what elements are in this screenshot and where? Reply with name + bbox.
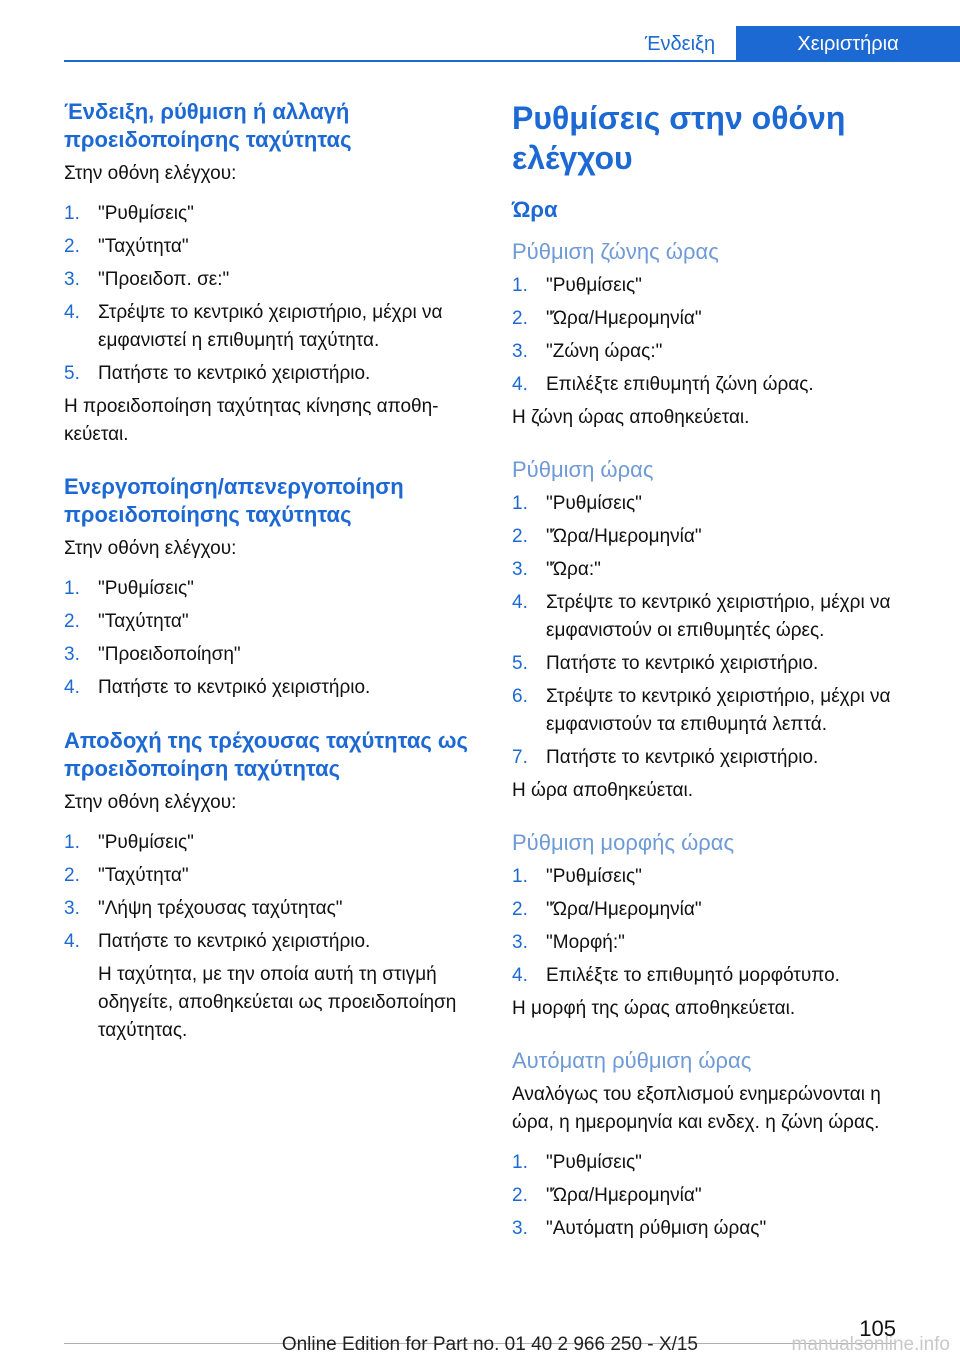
step-number: 3. <box>64 269 80 290</box>
list-item: 7. Πατήστε το κεντρικό χειριστήριο. <box>512 744 912 772</box>
note-text: Η ταχύτητα, με την οποία αυτή τη στιγμή οδηγείτε, αποθηκεύεται ως προειδοποίηση ταχύτητας. <box>98 964 457 1041</box>
intro-text: Στην οθόνη ελέγχου: <box>64 538 237 559</box>
step-number: 4. <box>512 374 528 395</box>
list-item: 4. Πατήστε το κεντρικό χειριστήριο. <box>64 674 484 702</box>
step-number: 1. <box>512 1152 528 1173</box>
step-number: 3. <box>512 559 528 580</box>
steps-list <box>64 829 484 956</box>
list-item: 2. "Ώρα/Ημερομηνία" <box>512 896 912 924</box>
section-title-accept-speed: Αποδοχή της τρέχουσας ταχύτητας ως προειδοποίηση ταχύτητας <box>64 728 468 781</box>
step-number: 4. <box>512 592 528 613</box>
step-number: 2. <box>512 899 528 920</box>
list-item: 4. Στρέψτε το κεντρικό χειριστήριο, μέχρι να εμφανιστεί η επιθυμητή ταχύτητα. <box>64 299 484 355</box>
list-item: 3. "Προειδοπ. σε:" <box>64 266 484 294</box>
page-number: 105 <box>859 1316 896 1341</box>
result-text: Η μορφή της ώρας αποθηκεύεται. <box>512 998 796 1019</box>
step-number: 1. <box>64 203 80 224</box>
step-number: 2. <box>64 236 80 257</box>
list-item: 5. Πατήστε το κεντρικό χειριστήριο. <box>512 650 912 678</box>
list-item: 2. "Ταχύτητα" <box>64 608 484 636</box>
subsection-title-auto-time: Αυτόματη ρύθμιση ώρας <box>512 1048 752 1073</box>
list-item: 3. "Αυτόματη ρύθμιση ώρας" <box>512 1215 912 1243</box>
tab-controls[interactable]: Χειριστήρια <box>736 26 960 62</box>
step-number: 4. <box>512 965 528 986</box>
list-item: 1. "Ρυθμίσεις" <box>512 1149 912 1177</box>
step-number: 2. <box>512 526 528 547</box>
steps-list <box>512 863 912 990</box>
step-number: 4. <box>64 931 80 952</box>
result-text: Η προειδοποίηση ταχύτητας κίνησης αποθη-κεύεται. <box>64 396 439 445</box>
header-rule <box>64 60 960 62</box>
step-number: 1. <box>64 832 80 853</box>
step-number: 5. <box>64 363 80 384</box>
page-title: Ρυθμίσεις στην οθόνη ελέγχου <box>512 100 846 176</box>
list-item: 4. Πατήστε το κεντρικό χειριστήριο. <box>64 928 484 956</box>
list-item: 3. "Ώρα:" <box>512 556 912 584</box>
step-number: 1. <box>512 275 528 296</box>
step-number: 2. <box>64 865 80 886</box>
subsection-title-time-format: Ρύθμιση μορφής ώρας <box>512 830 735 855</box>
list-item: 3. "Λήψη τρέχουσας ταχύτητας" <box>64 895 484 923</box>
result-text: Η ζώνη ώρας αποθηκεύεται. <box>512 407 750 428</box>
step-number: 6. <box>512 686 528 707</box>
list-item: 2. "Ώρα/Ημερομηνία" <box>512 1182 912 1210</box>
step-number: 2. <box>512 308 528 329</box>
step-number: 7. <box>512 747 528 768</box>
steps-list <box>512 1149 912 1243</box>
list-item: 4. Στρέψτε το κεντρικό χειριστήριο, μέχρι να εμφανιστούν οι επιθυμητές ώρες. <box>512 589 912 645</box>
list-item: 4. Επιλέξτε επιθυμητή ζώνη ώρας. <box>512 371 912 399</box>
steps-list <box>512 272 912 399</box>
list-item: 2. "Ταχύτητα" <box>64 233 484 261</box>
list-item: 3. "Προειδοποίηση" <box>64 641 484 669</box>
section-title-speed-warning: Ένδειξη, ρύθμιση ή αλλαγή προειδοποίησης ταχύτητας <box>64 99 352 152</box>
step-number: 3. <box>512 341 528 362</box>
step-number: 2. <box>512 1185 528 1206</box>
subsection-title-timezone: Ρύθμιση ζώνης ώρας <box>512 239 719 264</box>
watermark-text: manualsonline.info <box>791 1334 950 1355</box>
list-item: 1. "Ρυθμίσεις" <box>512 863 912 891</box>
step-number: 1. <box>512 866 528 887</box>
intro-text: Αναλόγως του εξοπλισμού ενημερώνονται η ώρα, η ημερομηνία και ενδεχ. η ζώνη ώρας. <box>512 1084 881 1133</box>
result-text: Η ώρα αποθηκεύεται. <box>512 780 693 801</box>
list-item: 6. Στρέψτε το κεντρικό χειριστήριο, μέχρι να εμφανιστούν τα επιθυμητά λεπτά. <box>512 683 912 739</box>
step-number: 3. <box>64 898 80 919</box>
steps-list <box>64 575 484 702</box>
steps-list <box>64 200 484 388</box>
list-item: 1. "Ρυθμίσεις" <box>64 829 484 857</box>
step-number: 3. <box>512 932 528 953</box>
step-number: 3. <box>512 1218 528 1239</box>
step-number: 5. <box>512 653 528 674</box>
list-item: 2. "Ταχύτητα" <box>64 862 484 890</box>
list-item: 1. "Ρυθμίσεις" <box>512 490 912 518</box>
list-item: 1. "Ρυθμίσεις" <box>64 575 484 603</box>
list-item: 2. "Ώρα/Ημερομηνία" <box>512 305 912 333</box>
step-number: 4. <box>64 677 80 698</box>
list-item: 1. "Ρυθμίσεις" <box>64 200 484 228</box>
section-title-toggle-warning: Ενεργοποίηση/απενεργοποίηση προειδοποίησης ταχύτητας <box>64 474 404 527</box>
step-number: 2. <box>64 611 80 632</box>
intro-text: Στην οθόνη ελέγχου: <box>64 163 237 184</box>
step-number: 1. <box>64 578 80 599</box>
footer <box>0 1312 960 1362</box>
list-item: 3. "Μορφή:" <box>512 929 912 957</box>
list-item: 1. "Ρυθμίσεις" <box>512 272 912 300</box>
right-column <box>512 98 912 1248</box>
list-item: 2. "Ώρα/Ημερομηνία" <box>512 523 912 551</box>
step-number: 1. <box>512 493 528 514</box>
list-item: 3. "Ζώνη ώρας:" <box>512 338 912 366</box>
list-item: 4. Επιλέξτε το επιθυμητό μορφότυπο. <box>512 962 912 990</box>
step-number: 4. <box>64 302 80 323</box>
step-number: 3. <box>64 644 80 665</box>
intro-text: Στην οθόνη ελέγχου: <box>64 792 237 813</box>
steps-list <box>512 490 912 772</box>
subsection-title-time: Ρύθμιση ώρας <box>512 457 654 482</box>
section-title-time: Ώρα <box>512 197 558 222</box>
left-column <box>64 98 484 1057</box>
tab-indication[interactable]: Ένδειξη <box>644 33 716 55</box>
edition-text: Online Edition for Part no. 01 40 2 966 250 - X/15 <box>281 1334 698 1355</box>
list-item: 5. Πατήστε το κεντρικό χειριστήριο. <box>64 360 484 388</box>
